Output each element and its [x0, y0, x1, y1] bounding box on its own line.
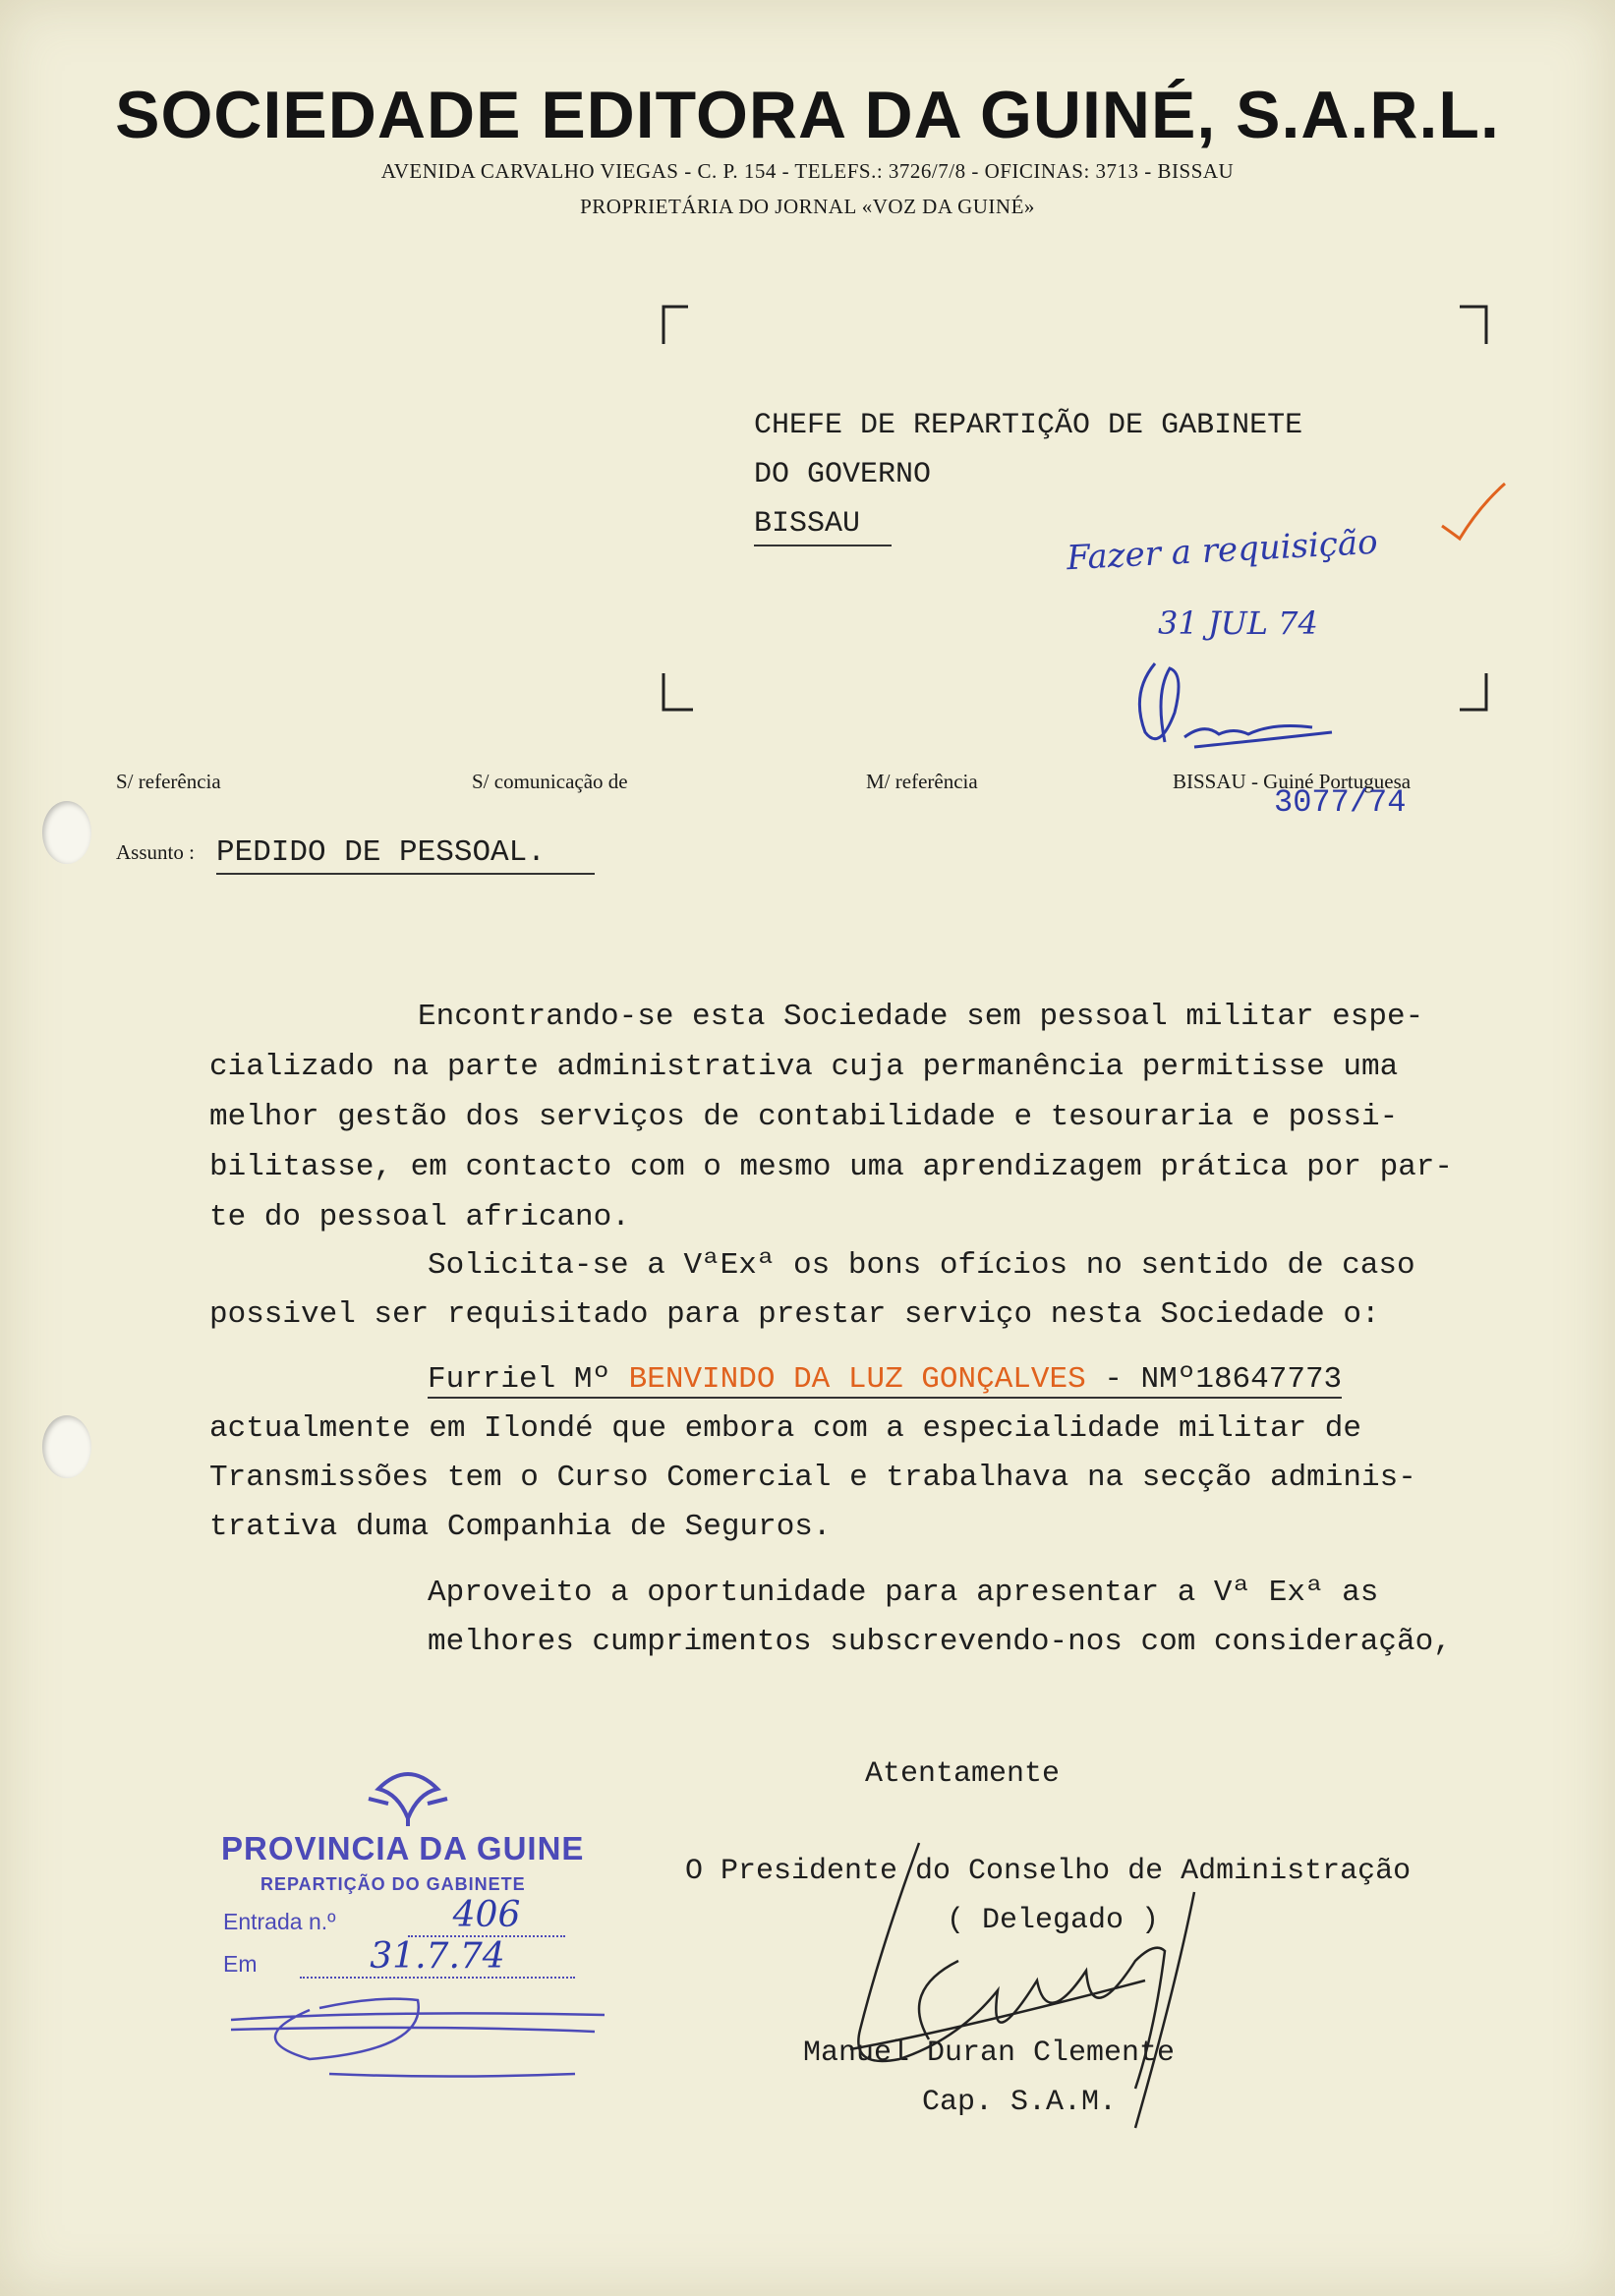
body-p3-line-2: Transmissões tem o Curso Comercial e trabalhava na secção adminis- [209, 1461, 1416, 1495]
person-prefix: Furriel Mº [428, 1362, 629, 1397]
body-p3-line-3: trativa duma Companhia de Seguros. [209, 1510, 832, 1544]
stamp-em-value: 31.7.74 [300, 1936, 575, 1979]
body-p3-line-1: actualmente em Ilondé que embora com a especialidade militar de [209, 1411, 1361, 1446]
body-p4-line-1: Aproveito a oportunidade para apresentar a Vª Exª as [428, 1576, 1379, 1610]
person-suffix: - NMº18647773 [1085, 1362, 1343, 1397]
place-label: BISSAU - Guiné Portuguesa [1173, 770, 1412, 793]
subject-label: Assunto : [116, 840, 195, 864]
stamp-signature [231, 1980, 605, 2069]
stamp-line-2: REPARTIÇÃO DO GABINETE [260, 1874, 526, 1894]
closing-role: O Presidente do Conselho de Administração [685, 1855, 1412, 1888]
punch-hole-top [42, 801, 91, 864]
company-proprietor: PROPRIETÁRIA DO JORNAL «VOZ DA GUINÉ» [580, 195, 1035, 218]
closing-rank: Cap. S.A.M. [922, 2086, 1118, 2119]
company-name: SOCIEDADE EDITORA DA GUINÉ, S.A.R.L. [115, 78, 1500, 152]
body-p4-line-2: melhores cumprimentos subscrevendo-nos com consideração, [428, 1625, 1452, 1659]
stamp-em-label: Em [223, 1951, 258, 1977]
punch-hole-bottom [42, 1415, 91, 1478]
recipient-line-3: BISSAU [754, 507, 892, 546]
closing-salutation: Atentamente [865, 1757, 1061, 1791]
handwritten-date: 31 JUL 74 [1158, 604, 1318, 642]
body-p1-line-3: melhor gestão dos serviços de contabilidade e tesouraria e possi- [209, 1100, 1399, 1134]
reference-number: 3077/74 [1274, 784, 1407, 821]
president-signature [840, 1833, 1253, 2148]
stamp-entrada-value: 406 [408, 1895, 565, 1937]
closing-name: Manuel Duran Clemente [803, 2037, 1176, 2070]
handwritten-note: Fazer a requisição [1066, 522, 1379, 579]
recipient-line-2: DO GOVERNO [754, 458, 932, 491]
body-p2-line-2: possivel ser requisitado para prestar serviço nesta Sociedade o: [209, 1297, 1380, 1332]
person-line [428, 1362, 1342, 1399]
body-p1-line-4: bilitasse, em contacto com o mesmo uma aprendizagem prática por par- [209, 1150, 1454, 1184]
registry-stamp [211, 1759, 605, 2074]
m-referencia-label: M/ referência [866, 770, 978, 793]
handwritten-checkmark [1440, 482, 1509, 541]
body-p2-line-1: Solicita-se a VªExª os bons ofícios no sentido de caso [428, 1248, 1415, 1283]
stamp-entrada-label: Entrada n.º [223, 1909, 336, 1934]
person-name: BENVINDO DA LUZ GONÇALVES [628, 1362, 1086, 1397]
initials-signature [1125, 654, 1342, 762]
company-address: AVENIDA CARVALHO VIEGAS - C. P. 154 - TELEFS.: 3726/7/8 - OFICINAS: 3713 - BISSAU [380, 159, 1235, 183]
recipient-line-1: CHEFE DE REPARTIÇÃO DE GABINETE [754, 409, 1303, 442]
s-comunicacao-label: S/ comunicação de [472, 770, 628, 793]
body-p1-line-2: cializado na parte administrativa cuja permanência permitisse uma [209, 1050, 1399, 1084]
subject-value: PEDIDO DE PESSOAL. [216, 835, 595, 875]
body-p1-line-5: te do pessoal africano. [209, 1200, 630, 1234]
stamp-line-1: PROVINCIA DA GUINE [221, 1830, 585, 1866]
crest-icon [359, 1759, 457, 1828]
s-referencia-label: S/ referência [116, 770, 221, 793]
body-p1-line-1: Encontrando-se esta Sociedade sem pessoal militar espe- [418, 1000, 1424, 1034]
closing-delegate: ( Delegado ) [947, 1904, 1160, 1937]
